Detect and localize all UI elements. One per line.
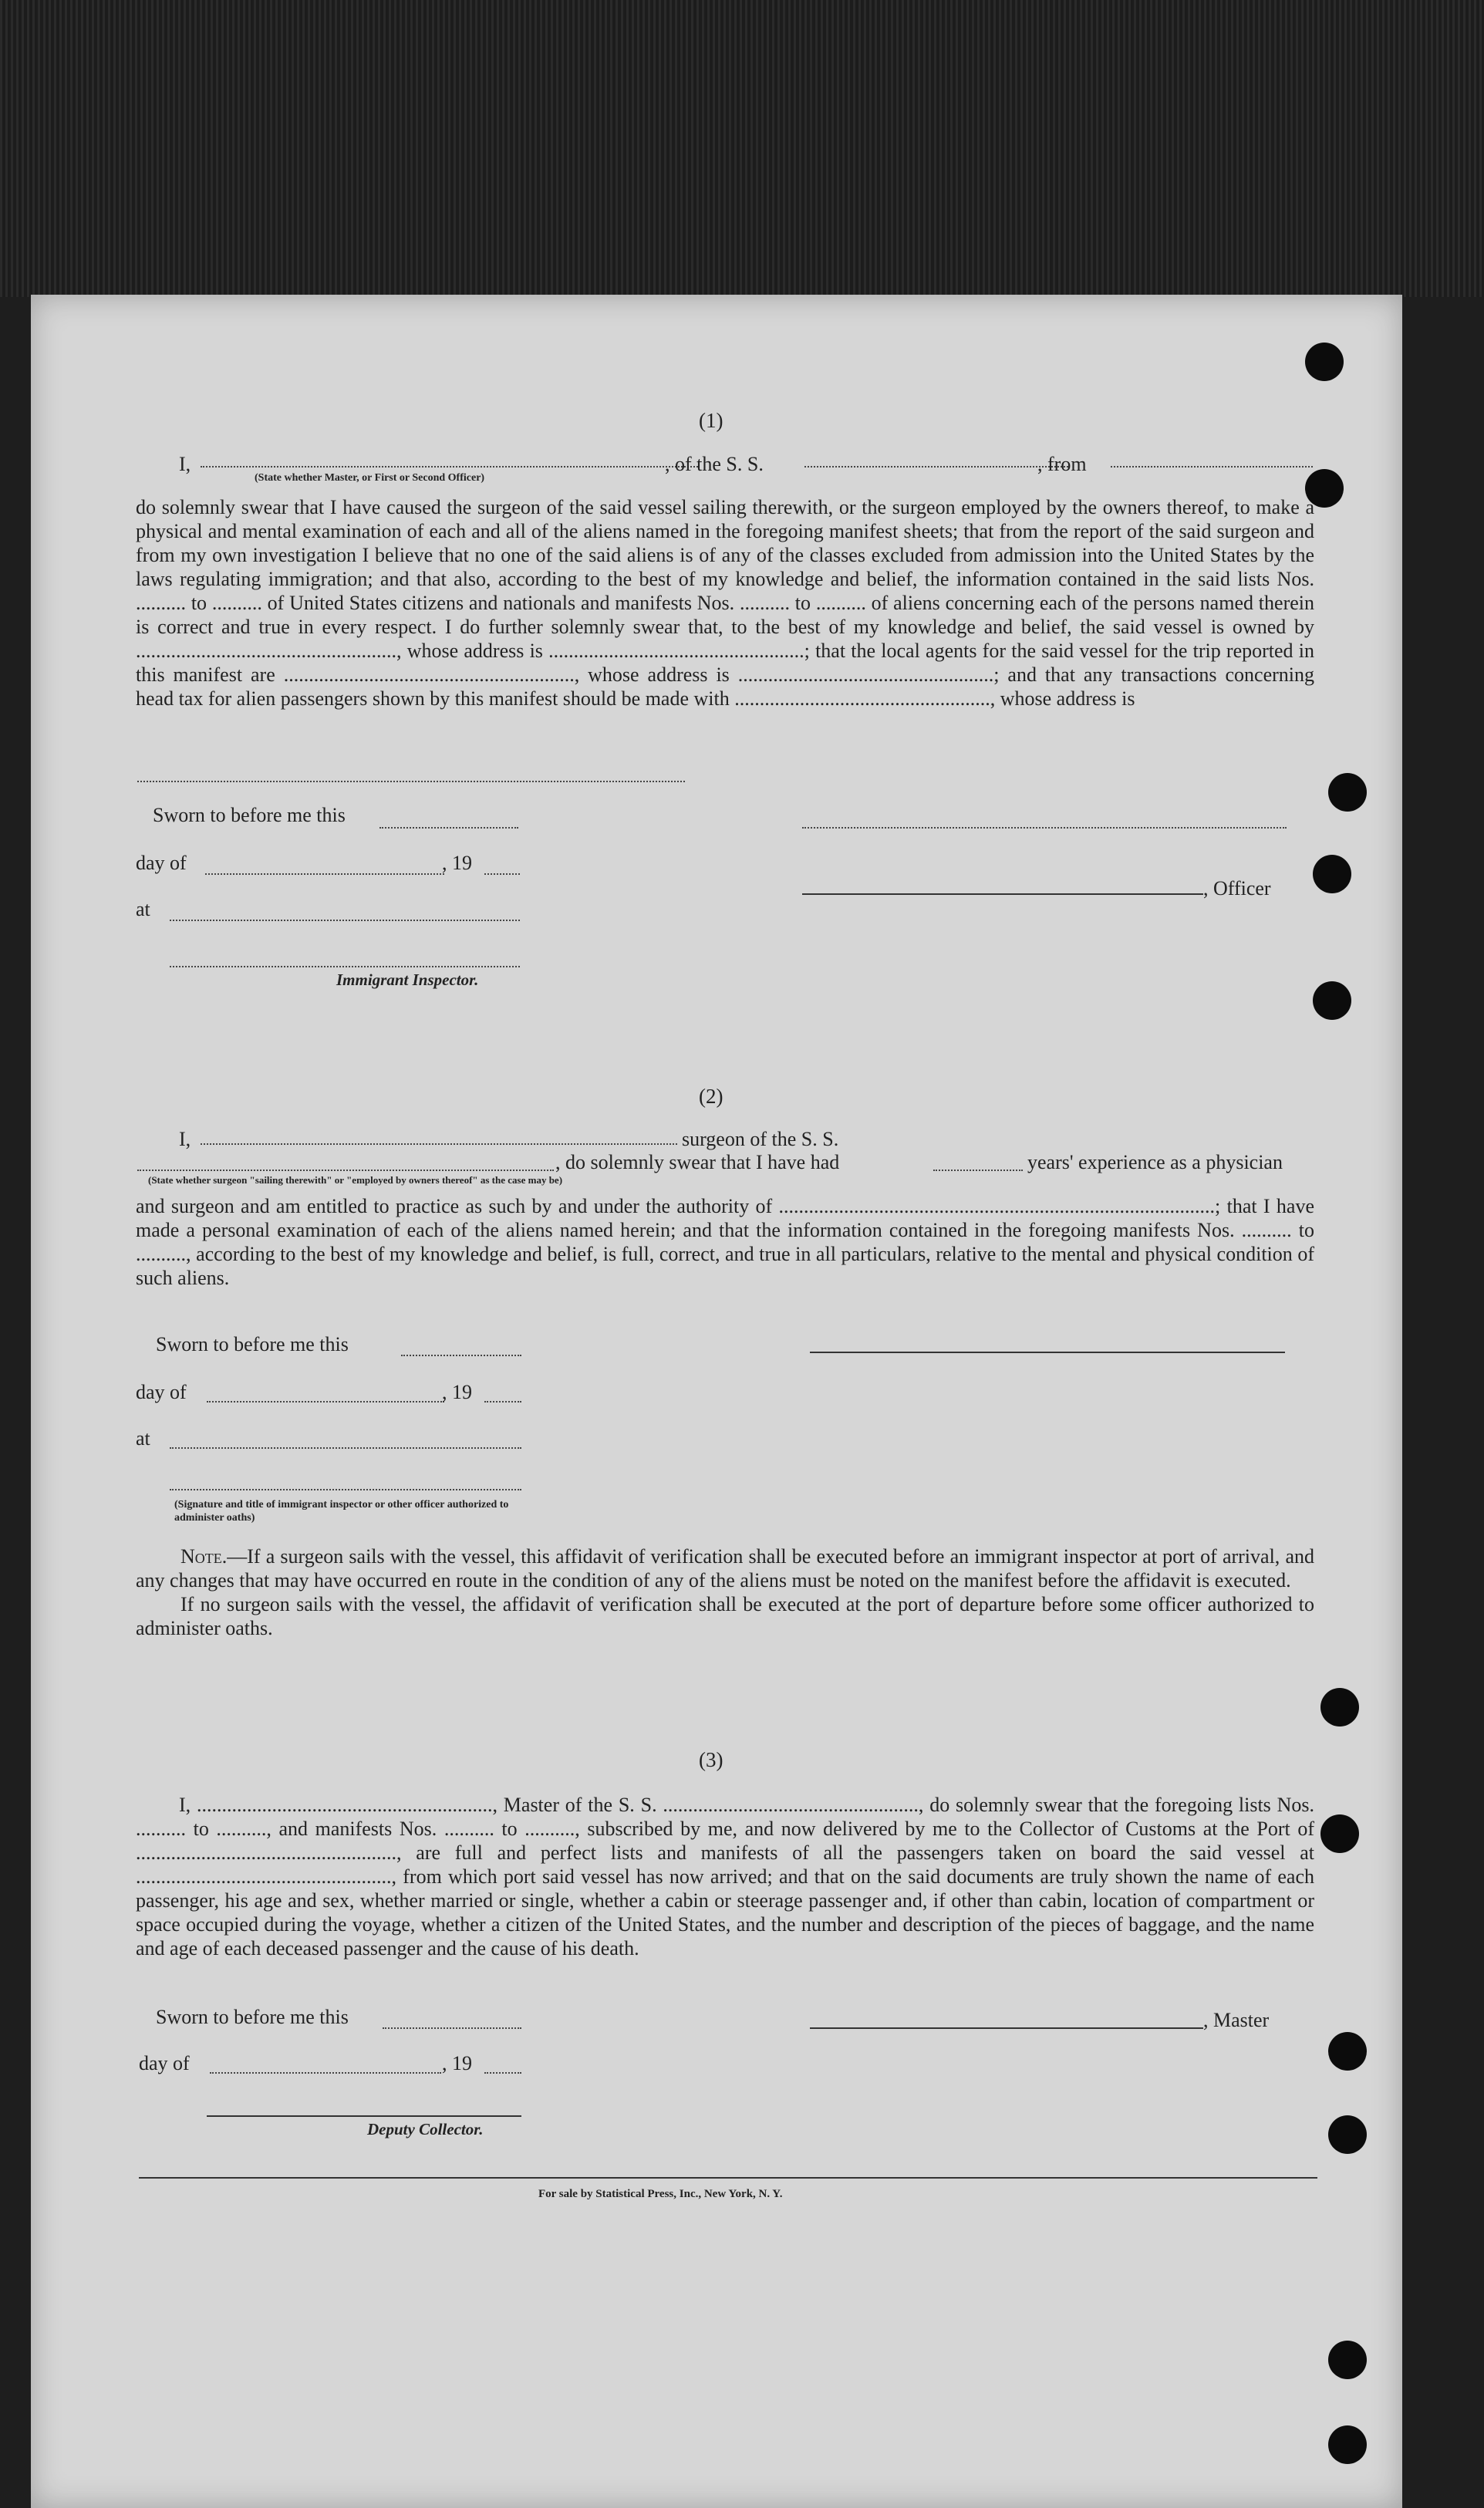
signature-title-caption: (Signature and title of immigrant inspector or other officer authorized to administer oaths) [174,1499,509,1524]
sworn-before-me-3: Sworn to before me this [156,2006,349,2028]
punch-hole [1328,2115,1367,2154]
section-1-number: (1) [699,409,723,432]
sworn-date-blank-3 [383,2027,521,2029]
footer-rule [139,2177,1317,2179]
note-text-2: If no surgeon sails with the vessel, the affidavit of verification shall be executed at the port of departure before some officer authorized to administer oaths. [136,1593,1314,1639]
punch-hole [1320,1688,1359,1727]
footer-imprint: For sale by Statistical Press, Inc., New York, N. Y. [538,2188,783,2200]
inspector-signature-blank [170,966,520,967]
officer-signature-line [802,893,1203,895]
sworn-before-me-2: Sworn to before me this [156,1333,349,1355]
at-label-1: at [136,898,150,920]
day-of-label-3: day of [139,2052,190,2074]
at-label-2: at [136,1427,150,1450]
punch-hole [1328,2032,1367,2071]
officer-rank-caption: (State whether Master, or First or Second Officer) [255,472,485,484]
document-page [31,295,1402,2508]
section-2-i-label: I, [179,1128,191,1150]
year-label-1: , 19 [442,852,472,874]
surgeon-inspector-blank [170,1489,521,1490]
whose-address-blank [137,781,685,782]
deputy-signature-line [207,2115,521,2117]
sworn-date-blank-1 [379,827,518,829]
master-signature-line [810,2027,1203,2029]
day-of-blank-2 [207,1401,444,1403]
at-blank-1 [170,920,520,921]
surgeon-status-blank [137,1170,554,1171]
year-blank-3 [484,2072,521,2074]
year-label-3: , 19 [442,2052,472,2074]
officer-signature-blank-a [802,827,1287,829]
scan-background [0,0,1484,297]
section-1-oath-text: do solemnly swear that I have caused the surgeon of the said vessel sailing therewith, or the surgeon employed by the owners thereof, to make a physical and mental examination of each and all of the aliens named in the foregoing manifest sheets; that from the report of the said surgeon and from my own investigation I believe that no one of the said aliens is of any of the classes excluded from admission into the United States by the laws regulating immigration; and that also, according to the best of my knowledge and belief, the information contained in the said lists Nos. .......... to .......... of United States citizens and nationals and manifests Nos. .......... to .......... of aliens concerning each of the persons named therein is correct and true in every respect. I do further solemnly swear that, to the best of my knowledge and belief, the said vessel is owned by ...................................................., whose address is ...................................................; that the local agents for the said vessel for the trip reported in this manifest are .........................................................., whose address is ...................................................; and that any transactions concerning head tax for alien passengers shown by this manifest should be made with ..................................................., whose address is [136,496,1314,710]
surgeon-of-ss-label: surgeon of the S. S. [682,1128,839,1150]
section-1-i-label: I, [179,453,191,475]
sworn-date-blank-2 [401,1355,521,1356]
vessel-name-blank [804,466,1068,468]
from-port-blank [1111,466,1313,468]
punch-hole [1328,2425,1367,2464]
punch-hole [1313,855,1351,893]
master-label: , Master [1203,2009,1270,2031]
punch-hole [1320,1814,1359,1853]
surgeon-status-caption: (State whether surgeon "sailing therewith" or "employed by owners thereof" as the case may be) [148,1174,563,1186]
year-blank-1 [484,873,520,875]
day-of-blank-3 [210,2072,441,2074]
day-of-blank-1 [205,873,444,875]
immigrant-inspector-label: Immigrant Inspector. [336,970,479,989]
surgeon-name-blank [201,1143,677,1145]
section-3-oath-text: I, ..........................................................., Master of the S. S. ..................................................., do solemnly swear that the foregoing lists Nos. .......... to .........., and manifests Nos. .......... to .........., subscribed by me, and now delivered by me to the Collector of Customs at the Port of ...................................................., are full and perfect lists and manifests of all the passengers taken on board the said vessel at ..................................................., from which port said vessel has now arrived; and that on the said documents are truly shown the name of each passenger, his age and sex, whether married or single, whether a cabin or steerage passenger and, if other than cabin, location of compartment or space occupied during the voyage, whether a citizen of the United States, and the number and description of the pieces of baggage, and the name and age of each deceased passenger and the cause of his death. [136,1794,1314,1959]
surgeon-note [136,1544,1314,1640]
surgeon-signature-line [810,1352,1285,1353]
note-label: Note. [180,1545,228,1568]
note-text-1: —If a surgeon sails with the vessel, this affidavit of verification shall be executed before an immigrant inspector at port of arrival, and any changes that may have occurred en route in the condition of any of the aliens must be noted on the manifest before the affidavit is executed. [136,1545,1314,1592]
at-blank-2 [170,1447,521,1449]
punch-hole [1313,981,1351,1020]
from-label: , from [1037,453,1087,475]
year-blank-2 [484,1401,521,1403]
punch-hole [1328,2341,1367,2379]
deputy-collector-label: Deputy Collector. [367,2120,484,2138]
solemnly-swear-label: , do solemnly swear that I have had [555,1151,840,1173]
sworn-before-me-1: Sworn to before me this [153,804,346,826]
day-of-label-1: day of [136,852,187,874]
section-2-oath-text: and surgeon and am entitled to practice as such by and under the authority of .......................................................................................; that I have made a personal examination of each of the aliens named herein; and that the information contained in the foregoing manifests Nos. .......... to .........., according to the best of my knowledge and belief, is full, correct, and true in all particulars, relative to the mental and physical condition of such aliens. [136,1195,1314,1289]
section-2-number: (2) [699,1085,723,1108]
of-the-ss-label: , of the S. S. [665,453,764,475]
years-experience-label: years' experience as a physician [1027,1151,1283,1173]
year-label-2: , 19 [442,1381,472,1403]
years-blank [933,1170,1023,1171]
punch-hole [1305,343,1344,381]
officer-label: , Officer [1203,877,1271,900]
punch-hole [1328,773,1367,812]
officer-rank-blank [201,466,698,468]
day-of-label-2: day of [136,1381,187,1403]
section-3-number: (3) [699,1748,723,1771]
